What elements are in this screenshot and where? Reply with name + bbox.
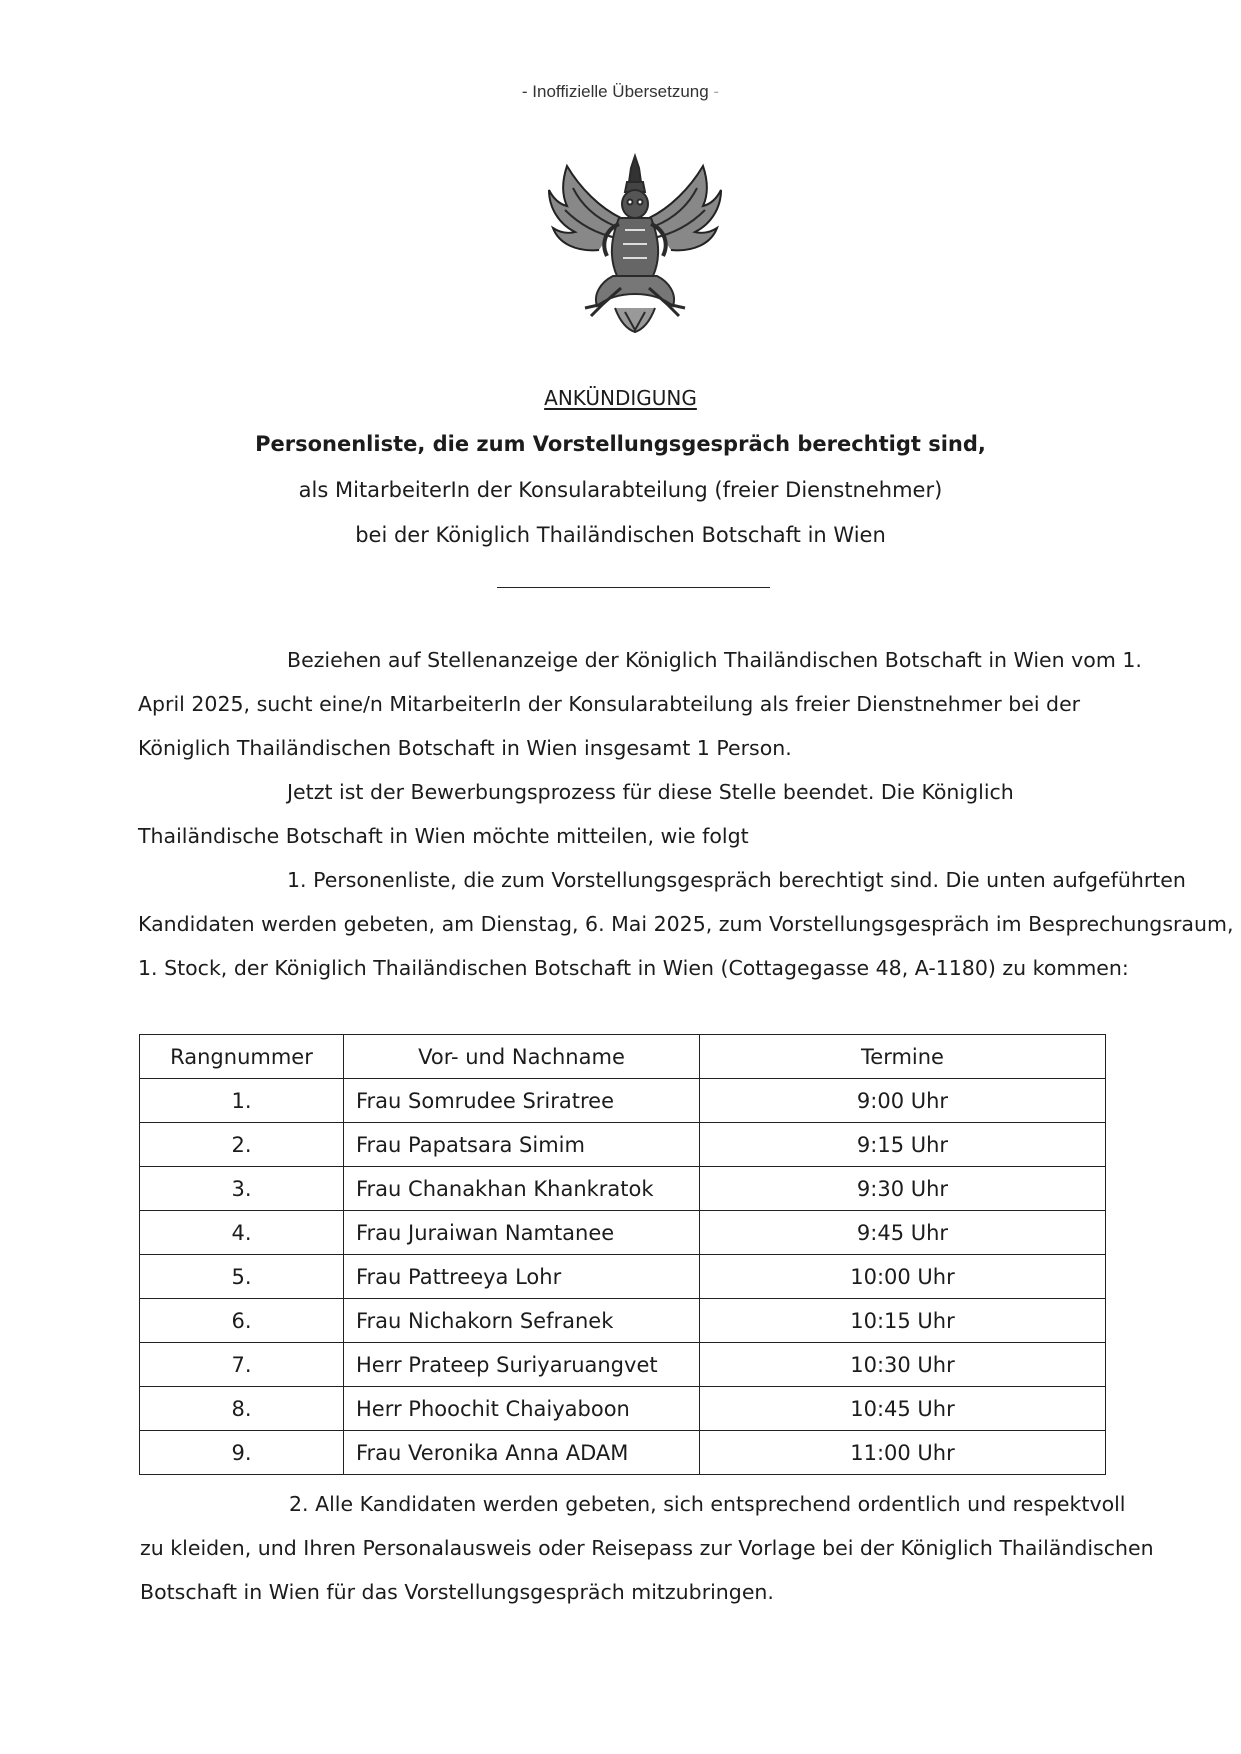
table-row — [140, 1211, 1106, 1255]
rank-cell: 4. — [140, 1211, 344, 1255]
rank-cell: 2. — [140, 1123, 344, 1167]
paragraph-line: Königlich Thailändischen Botschaft in Wien insgesamt 1 Person. — [138, 736, 792, 760]
announcement-subtitle: Personenliste, die zum Vorstellungsgespräch berechtigt sind, — [255, 432, 986, 456]
announcement-subline-embassy: bei der Königlich Thailändischen Botschaft in Wien — [355, 523, 886, 547]
garuda-emblem-icon — [545, 148, 725, 333]
title-divider — [497, 587, 770, 588]
table-row — [140, 1299, 1106, 1343]
rank-cell: 8. — [140, 1387, 344, 1431]
table-row — [140, 1431, 1106, 1475]
header-name: Vor- und Nachname — [344, 1035, 700, 1079]
table-row — [140, 1079, 1106, 1123]
time-cell: 9:00 Uhr — [700, 1079, 1106, 1123]
paragraph-line: 2. Alle Kandidaten werden gebeten, sich entsprechend ordentlich und respektvoll — [289, 1492, 1126, 1516]
time-cell: 10:45 Uhr — [700, 1387, 1106, 1431]
name-cell: Frau Chanakhan Khankratok — [344, 1167, 700, 1211]
paragraph-line: Kandidaten werden gebeten, am Dienstag, 6. Mai 2025, zum Vorstellungsgespräch im Besprechungsraum, — [138, 912, 1234, 936]
time-cell: 11:00 Uhr — [700, 1431, 1106, 1475]
name-cell: Frau Somrudee Sriratree — [344, 1079, 700, 1123]
candidate-table — [139, 1034, 1106, 1475]
paragraph-line: Jetzt ist der Bewerbungsprozess für diese Stelle beendet. Die Königlich — [287, 780, 1014, 804]
announcement-title: ANKÜNDIGUNG — [544, 386, 697, 410]
translation-note — [0, 82, 1241, 102]
paragraph-line: Beziehen auf Stellenanzeige der Königlich Thailändischen Botschaft in Wien vom 1. — [287, 648, 1142, 672]
rank-cell: 7. — [140, 1343, 344, 1387]
time-cell: 10:30 Uhr — [700, 1343, 1106, 1387]
time-cell: 9:30 Uhr — [700, 1167, 1106, 1211]
paragraph-line: 1. Stock, der Königlich Thailändischen Botschaft in Wien (Cottagegasse 48, A-1180) zu kommen: — [138, 956, 1129, 980]
time-cell: 10:00 Uhr — [700, 1255, 1106, 1299]
time-cell: 9:15 Uhr — [700, 1123, 1106, 1167]
rank-cell: 1. — [140, 1079, 344, 1123]
name-cell: Frau Pattreeya Lohr — [344, 1255, 700, 1299]
translation-note-dash: - — [708, 82, 720, 101]
paragraph-line: April 2025, sucht eine/n MitarbeiterIn der Konsularabteilung als freier Dienstnehmer bei der — [138, 692, 1081, 716]
rank-cell: 5. — [140, 1255, 344, 1299]
table-row — [140, 1343, 1106, 1387]
table-row — [140, 1123, 1106, 1167]
name-cell: Herr Prateep Suriyaruangvet — [344, 1343, 700, 1387]
announcement-subline-position: als MitarbeiterIn der Konsularabteilung (freier Dienstnehmer) — [298, 478, 943, 502]
time-cell: 9:45 Uhr — [700, 1211, 1106, 1255]
paragraph-line: Thailändische Botschaft in Wien möchte mitteilen, wie folgt — [138, 824, 749, 848]
rank-cell: 9. — [140, 1431, 344, 1475]
table-row — [140, 1167, 1106, 1211]
name-cell: Frau Juraiwan Namtanee — [344, 1211, 700, 1255]
paragraph-line: 1. Personenliste, die zum Vorstellungsgespräch berechtigt sind. Die unten aufgeführten — [287, 868, 1186, 892]
paragraph-line: Botschaft in Wien für das Vorstellungsgespräch mitzubringen. — [140, 1580, 774, 1604]
name-cell: Frau Veronika Anna ADAM — [344, 1431, 700, 1475]
header-time: Termine — [700, 1035, 1106, 1079]
name-cell: Frau Nichakorn Sefranek — [344, 1299, 700, 1343]
header-rank: Rangnummer — [140, 1035, 344, 1079]
time-cell: 10:15 Uhr — [700, 1299, 1106, 1343]
table-row — [140, 1255, 1106, 1299]
table-header-row — [140, 1035, 1106, 1079]
name-cell: Herr Phoochit Chaiyaboon — [344, 1387, 700, 1431]
table-row — [140, 1387, 1106, 1431]
name-cell: Frau Papatsara Simim — [344, 1123, 700, 1167]
rank-cell: 3. — [140, 1167, 344, 1211]
translation-note-text: - Inoffizielle Übersetzung — [521, 82, 709, 101]
rank-cell: 6. — [140, 1299, 344, 1343]
paragraph-line: zu kleiden, und Ihren Personalausweis oder Reisepass zur Vorlage bei der Königlich Thailändischen — [140, 1536, 1154, 1560]
